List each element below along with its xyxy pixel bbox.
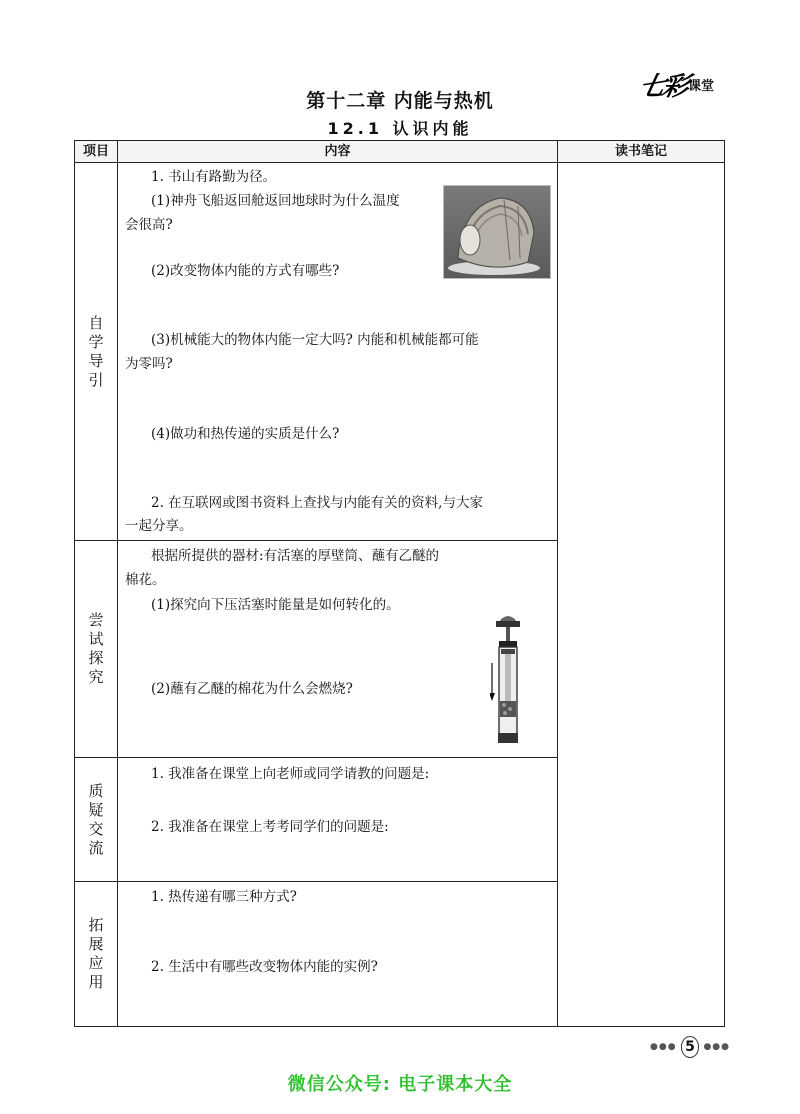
- dots-decoration-icon: ●●●: [650, 1042, 677, 1052]
- content-line: 1. 热传递有哪三种方式?: [151, 889, 297, 905]
- column-header-content: 内容: [118, 141, 557, 162]
- return-capsule-image: [443, 185, 551, 279]
- page-number: 5: [681, 1036, 700, 1058]
- column-header-item: 项目: [75, 141, 117, 162]
- content-line: 2. 我准备在课堂上考考同学们的问题是:: [151, 819, 389, 835]
- row-divider: [75, 757, 557, 758]
- chapter-title: 第十二章 内能与热机: [306, 90, 494, 112]
- logo-suffix-text: 课堂: [688, 78, 715, 94]
- logo-main-text: 七彩: [636, 71, 689, 102]
- column-divider: [117, 141, 118, 1026]
- content-line: (1)神舟飞船返回舱返回地球时为什么温度: [151, 193, 400, 209]
- content-line: (2)改变物体内能的方式有哪些?: [151, 263, 340, 279]
- study-sheet-table: [74, 140, 725, 1027]
- section-title: 12.1 认识内能: [327, 119, 473, 138]
- header-divider: [75, 162, 724, 163]
- row-label-extension: 拓 展 应 用: [88, 916, 104, 991]
- row-label-self-study: 自 学 导 引: [88, 313, 104, 389]
- air-compression-cylinder-image: [490, 609, 526, 745]
- content-line: 1. 书山有路勤为径。: [151, 169, 277, 185]
- content-line: 会很高?: [125, 217, 173, 233]
- content-line: (1)探究向下压活塞时能量是如何转化的。: [151, 597, 400, 613]
- row-label-explore: 尝 试 探 究: [88, 611, 104, 686]
- content-line: 2. 在互联网或图书资料上查找与内能有关的资料,与大家: [151, 495, 483, 511]
- content-line: 2. 生活中有哪些改变物体内能的实例?: [151, 959, 378, 975]
- row-divider: [75, 540, 557, 541]
- content-line: (2)蘸有乙醚的棉花为什么会燃烧?: [151, 681, 353, 697]
- page-number-badge: [650, 1036, 730, 1058]
- watermark-text: 微信公众号: 电子课本大全: [287, 1074, 513, 1095]
- content-line: 棉花。: [125, 572, 166, 588]
- row-label-questions: 质 疑 交 流: [88, 781, 104, 857]
- content-line: 一起分享。: [125, 518, 193, 534]
- row-divider: [75, 881, 557, 882]
- content-line: 为零吗?: [125, 356, 173, 372]
- content-line: 根据所提供的器材:有活塞的厚壁筒、蘸有乙醚的: [151, 548, 440, 564]
- dots-decoration-icon: ●●●: [703, 1042, 730, 1052]
- column-header-notes: 读书笔记: [558, 141, 724, 162]
- column-divider: [557, 141, 558, 1026]
- content-line: 1. 我准备在课堂上向老师或同学请教的问题是:: [151, 766, 430, 782]
- content-line: (3)机械能大的物体内能一定大吗? 内能和机械能都可能: [151, 332, 479, 348]
- content-line: (4)做功和热传递的实质是什么?: [151, 426, 340, 442]
